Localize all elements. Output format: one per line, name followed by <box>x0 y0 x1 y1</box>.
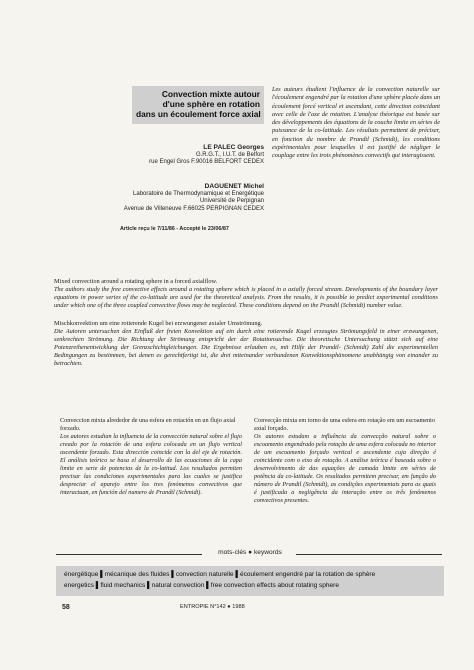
title-line-2: d'une sphère en rotation <box>162 99 260 110</box>
abstract-heading: Convecção mixta em torno de uma esfera em rotação em um escoamento axial forçado. <box>254 417 435 432</box>
journal-citation: ENTROPIE N°142 ● 1988 <box>180 604 245 610</box>
author-affiliation: Laboratoire de Thermodynamique et Energétique <box>133 190 264 197</box>
abstract-body: Los autores estudian la influencia de la convección natural sobre el flujo creado por la rotación de una esfera colocada en un flujo vertical ascendente forzado. Esta dirección coincide con la del eje de rotación. El análisis teórico se basa el desarrollo de las ecuaciones de la capa limite en serie de potencias de la co-latitud. Los resultados permiten precisar las condiciones experimentales para las cuales se justifica despreciar el aparejo entre los tres fenómenos convectivos que interactuan, en función del numero de Prandtl (Schmidt). <box>60 433 242 496</box>
author-address: rue Engel Gros F.90016 BELFORT CEDEX <box>149 159 264 166</box>
author-block-2 <box>124 183 264 213</box>
abstract-heading: Mixed convection around a rotating sphere in a forced axialflow. <box>54 278 218 285</box>
abstract-body: The authors study the free convective effects around a rotating sphere which is placed in a axially forced stream. Developments of the boundary layer equations in power series of the co-latitude are used for the theoretical analysis. From the results, it is possible to predict experimental conditions under which one of the three coupled convective flows may be neglected. These conditions depend on the Prandtl (Schmidt) number value. <box>54 286 438 310</box>
author-name: LE PALEC Georges <box>203 144 264 151</box>
author-address: Avenue de Villeneuve F.66025 PERPIGNAN CEDEX <box>123 205 264 212</box>
keywords-divider-left <box>56 554 202 555</box>
keywords-english: energetics ▌fluid mechanics ▌natural convection ▌free convection effects about rotating sphere <box>64 581 339 589</box>
author-affiliation: G.R.G.T., I.U.T. de Belfort <box>195 151 264 158</box>
keywords-french: énergétique ▌mécanique des fluides ▌convection naturelle ▌écoulement engendré par la rotation de sphère <box>64 571 376 578</box>
abstract-english <box>54 278 438 310</box>
author-name: DAGUENET Michel <box>204 183 264 190</box>
keywords-title: mots-clés ● keywords <box>218 549 282 556</box>
abstract-german <box>54 320 438 369</box>
abstract-french: Les auteurs étudient l'influence de la convection naturelle sur l'écoulement engendré par la rotation d'une sphère placée dans un écoulement forcé vertical et ascendant, cette direction coïncidant avec celle de l'axe de rotation. L'analyse théorique est basée sur des développements des équations de la couche limite en séries de puissance de la co-latitude. Les résultats permettent de préciser, en fonction du nombre de Prandtl (Schmidt), les conditions expérimentales pour lesquelles il est justifié de négliger le couplage entre les trois phénomènes convectifs qui interagissent. <box>272 86 440 160</box>
abstract-body: Die Autoren untersuchen den Einfluß der freien Konvektion auf ein durch eine rotierende Kugel erzeugtes Strömungsfeld in einer erzwungenen, senkrechten Strömung. Die Richtung der Strömung entspricht der der Rotationsachse. Die theoretische Untersuchung stützt sich auf eine Potenzreihenentwicklung der Grenzschichtgleichungen. Die Ergebnisse erlauben es, mit Hilfe der Prandtl- (Schmidt) Zahl die experimentellen Bedingungen zu bestimmen, bei denen es gerechtfertigt ist, die drei miteinander verbundenen Konvektionsphänomene unabhängig von einander zu betrachten. <box>54 328 438 368</box>
abstract-heading: Mischkonvektion um eine rotierende Kugel bei erzwungener axialer Umströmung. <box>54 320 263 327</box>
title-line-3: dans un écoulement force axial <box>136 109 261 120</box>
author-block-1 <box>149 144 264 167</box>
abstract-body: Os autores estudam a influência da convecção natural sobre o escoamento engendrado pela rotação de uma esfera colocada no interior de um escoamento forçado vertical e ascendente cuja direção é coincidente com o eixo de rotação. A análise teórica é baseada sobre o desenvolvimento de das equações de camada limite em séries de potência da co-latitude. Os resultados permitem precisar, em função do número de Prandtl (Schmidt), as condições experimentais para as quais é justificada a negligência da interação entre os três fenômenos convectivos presentes. <box>254 433 436 504</box>
page-number: 58 <box>62 604 70 611</box>
abstract-heading: Conveccion mixta alrededor de una esfera en rotación en un flujo axial forzado. <box>60 417 236 432</box>
received-date: Article reçu le 7/11/86 - Accepté le 23/06/87 <box>120 226 229 232</box>
author-university: Université de Perpignan <box>199 198 264 205</box>
abstract-portuguese <box>254 417 436 505</box>
abstract-spanish <box>60 417 242 497</box>
article-title <box>132 86 264 124</box>
keywords-divider-right <box>296 554 442 555</box>
keywords-box <box>56 566 444 596</box>
title-line-1: Convection mixte autour <box>161 89 260 99</box>
